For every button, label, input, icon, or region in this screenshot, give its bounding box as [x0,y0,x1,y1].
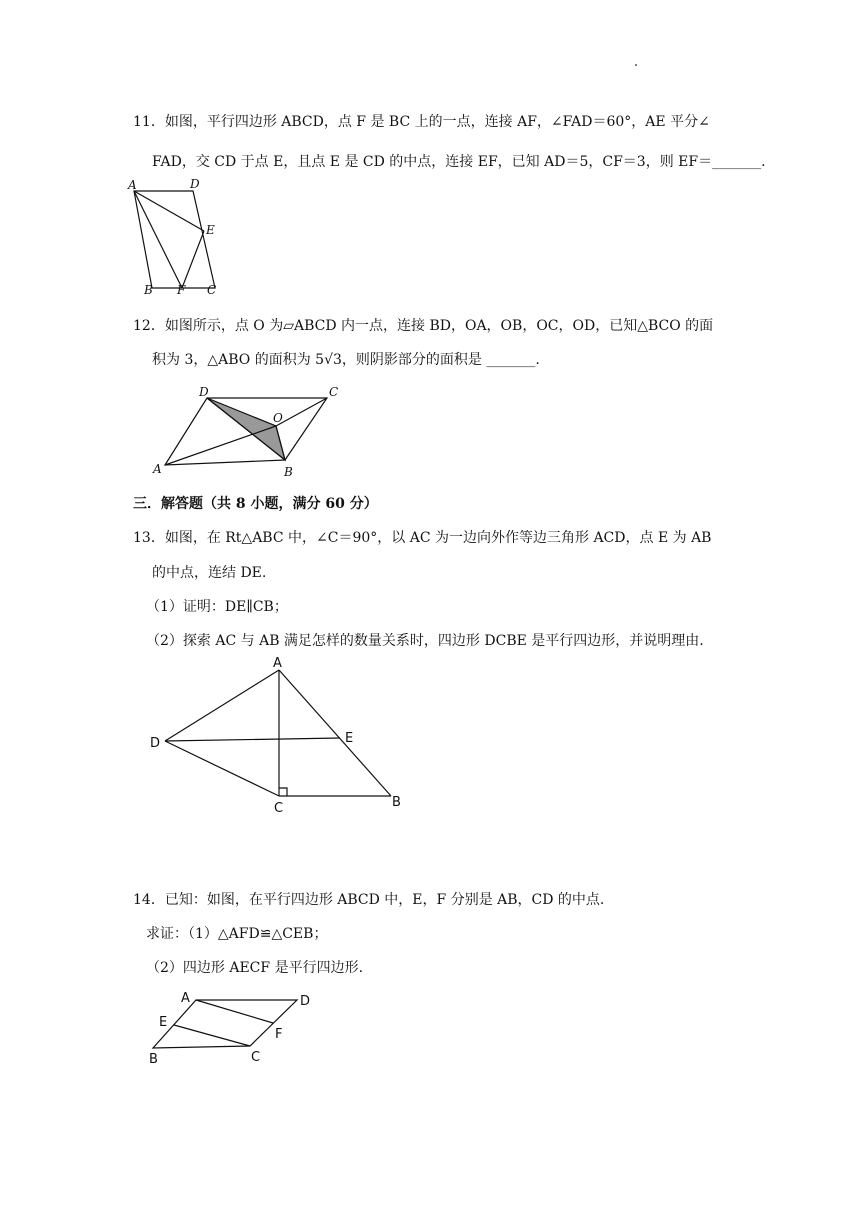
q14-label-b: B [149,1052,158,1067]
q11-label-c: C [207,283,217,297]
q11-label-f: F [177,283,186,297]
q14-label-d: D [300,994,311,1009]
q14-label-a: A [181,991,190,1006]
q11-label-a: A [128,178,137,192]
q12-label-d: D [199,385,209,399]
q13-label-a: A [273,656,282,671]
q13-right-angle-mark [279,788,287,796]
q13-segment-dc [165,741,279,796]
q14-label-c: C [251,1050,261,1065]
q12-text-line1: 12．如图所示，点 O 为▱ABCD 内一点，连接 BD，OA，OB，OC，OD，已知△BCO 的面 [133,318,714,334]
q14-label-f: F [275,1027,283,1042]
q14-text-line1: 14．已知：如图，在平行四边形 ABCD 中，E，F 分别是 AB，CD 的中点. [133,892,605,908]
page-dot [635,64,637,66]
q13-segment-de [165,738,340,741]
q13-text-line2: 的中点，连结 DE. [152,565,267,581]
q11-parallelogram-figure [125,172,225,300]
q12-segment-oa [165,426,276,465]
q14-label-e: E [159,1015,168,1030]
q12-segment-oc [276,398,327,426]
q11-text-line2: FAD，交 CD 于点 E，且点 E 是 CD 的中点，连接 EF，已知 AD＝5，CF＝3，则 EF＝_______. [152,154,766,170]
q11-label-b: B [144,283,153,297]
q13-label-d: D [150,736,161,751]
q11-text-line1: 11．如图，平行四边形 ABCD，点 F 是 BC 上的一点，连接 AF，∠FAD＝60°，AE 平分∠ [133,114,710,130]
q12-label-c: C [329,385,339,399]
q13-text-line1: 13．如图，在 Rt△ABC 中，∠C＝90°，以 AC 为一边向外作等边三角形 ACD，点 E 为 AB [133,530,712,546]
q12-label-o: O [273,411,283,425]
q14-text-line3: （2）四边形 AECF 是平行四边形. [146,960,364,976]
q12-text-line2: 积为 3，△ABO 的面积为 5√3，则阴影部分的面积是 _______. [152,352,540,368]
q13-segment-ad [165,670,279,741]
q12-parallelogram-abcd [165,398,327,465]
q14-segment-ec [174,1025,250,1046]
q14-parallelogram-figure [145,985,325,1070]
q13-label-b: B [392,795,401,810]
q13-segment-ab [279,670,391,796]
q14-segment-af [196,1000,273,1023]
q11-label-d: D [190,177,200,191]
q13-label-e: E [345,731,354,746]
q12-label-b: B [284,465,293,479]
section-3-heading: 三．解答题（共 8 小题，满分 60 分） [133,496,378,512]
q13-part2: （2）探索 AC 与 AB 满足怎样的数量关系时，四边形 DCBE 是平行四边形，并说明理由. [146,633,704,649]
q11-segment-ef [182,231,204,288]
q12-label-a: A [153,462,162,476]
q13-part1: （1）证明：DE∥CB； [146,599,288,615]
q11-label-e: E [206,223,215,237]
q13-triangle-figure [145,655,415,820]
q12-parallelogram-figure [145,380,345,480]
q11-segment-af [134,191,182,288]
q13-label-c: C [274,801,284,816]
q14-text-line2: 求证：（1）△AFD≌△CEB； [146,926,328,942]
